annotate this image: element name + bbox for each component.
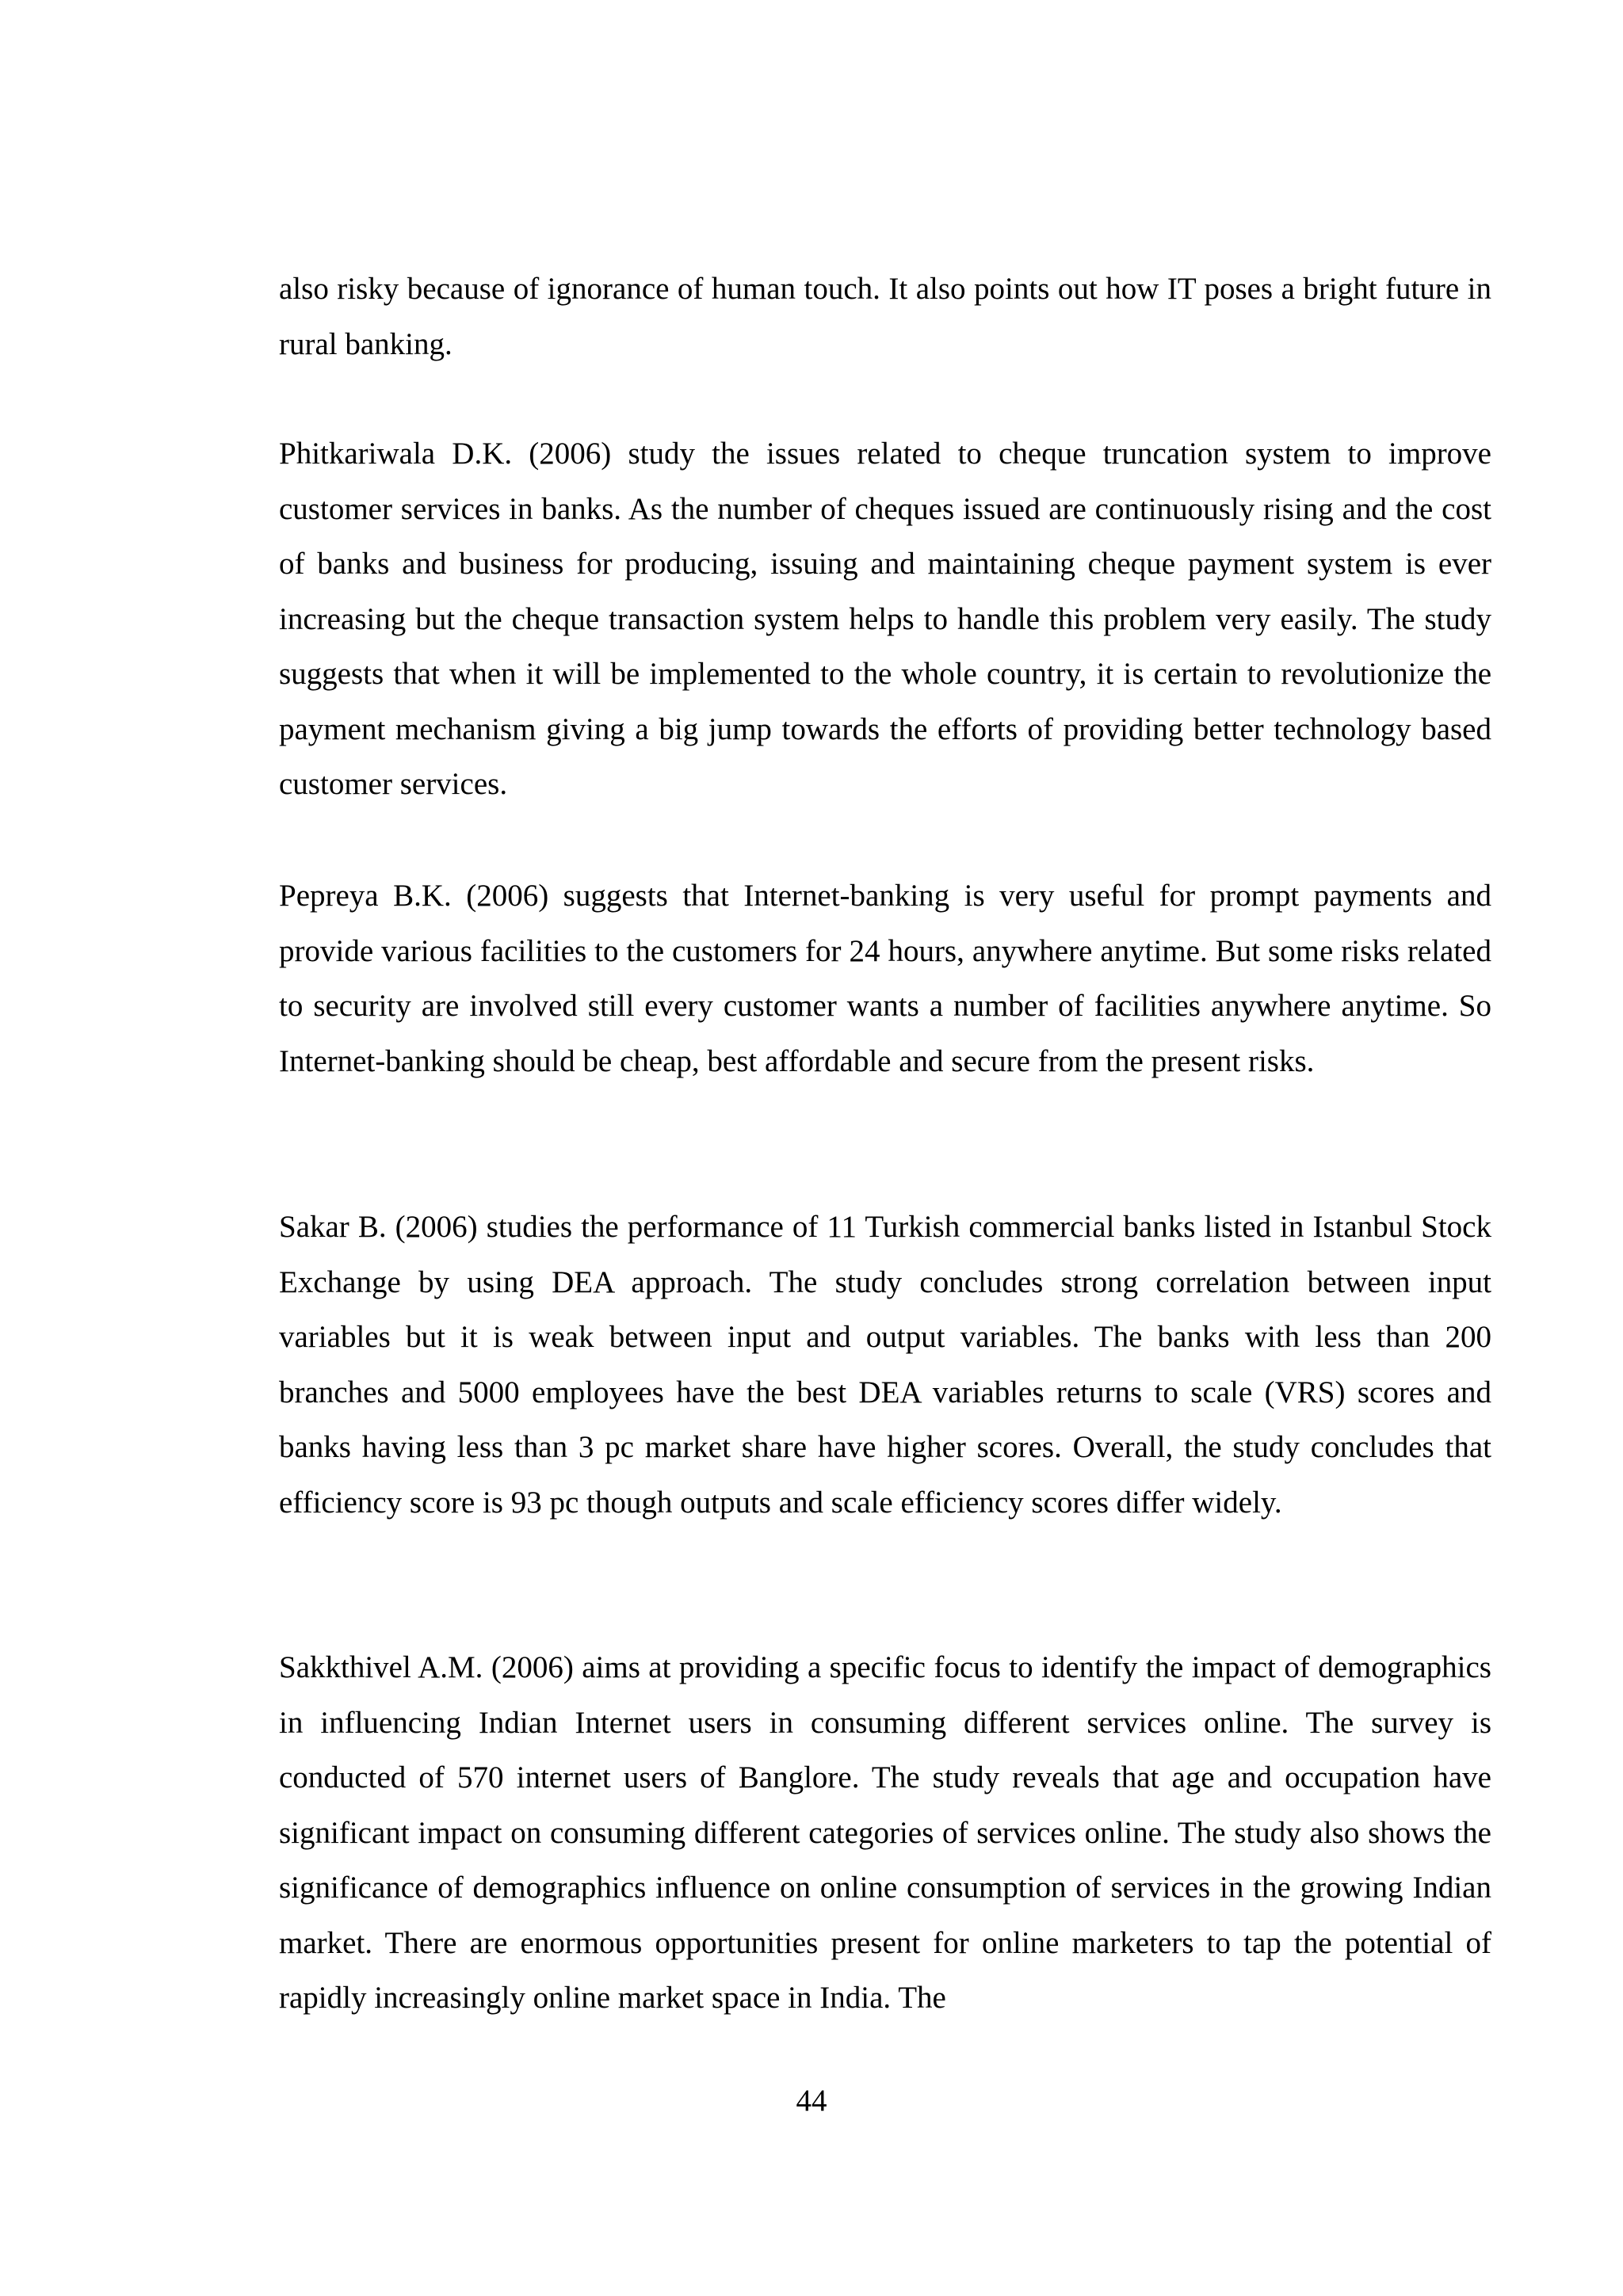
paragraph-pepreya: Pepreya B.K. (2006) suggests that Internet-banking is very useful for prompt payments and provide various facilities to the customers for 24 hours, anywhere anytime. But some risks related to security are involved still every customer wants a number of facilities anywhere anytime. So Internet-banking should be cheap, best affordable and secure from the present risks. (279, 879, 1491, 1078)
paragraph-sakar: Sakar B. (2006) studies the performance of 11 Turkish commercial banks listed in Istanbul Stock Exchange by using DEA approach. The study concludes strong correlation between input variables but it is weak between input and output variables. The banks with less than 200 branches and 5000 employees have the best DEA variables returns to scale (VRS) scores and banks having less than 3 pc market share have higher scores. Overall, the study concludes that efficiency score is 93 pc though outputs and scale efficiency scores differ widely. (279, 1210, 1491, 1520)
paragraph-continuation: also risky because of ignorance of human touch. It also points out how IT poses a bright future in rural banking. (279, 272, 1491, 361)
paragraph-phitkariwala: Phitkariwala D.K. (2006) study the issues related to cheque truncation system to improve customer services in banks. As the number of cheques issued are continuously rising and the cost of banks and business for producing, issuing and maintaining cheque payment system is ever increasing but the cheque transaction system helps to handle this problem very easily. The study suggests that when it will be implemented to the whole country, it is certain to revolutionize the payment mechanism giving a big jump towards the efforts of providing better technology based customer services. (279, 437, 1491, 801)
paragraph-sakkthivel: Sakkthivel A.M. (2006) aims at providing a specific focus to identify the impact of demographics in influencing Indian Internet users in consuming different services online. The survey is conducted of 570 internet users of Banglore. The study reveals that age and occupation have significant impact on consuming different categories of services online. The study also shows the significance of demographics influence on online consumption of services in the growing Indian market. There are enormous opportunities present for online marketers to tap the potential of rapidly increasingly online market space in India. The (279, 1650, 1491, 2015)
page-number: 44 (796, 2084, 827, 2118)
